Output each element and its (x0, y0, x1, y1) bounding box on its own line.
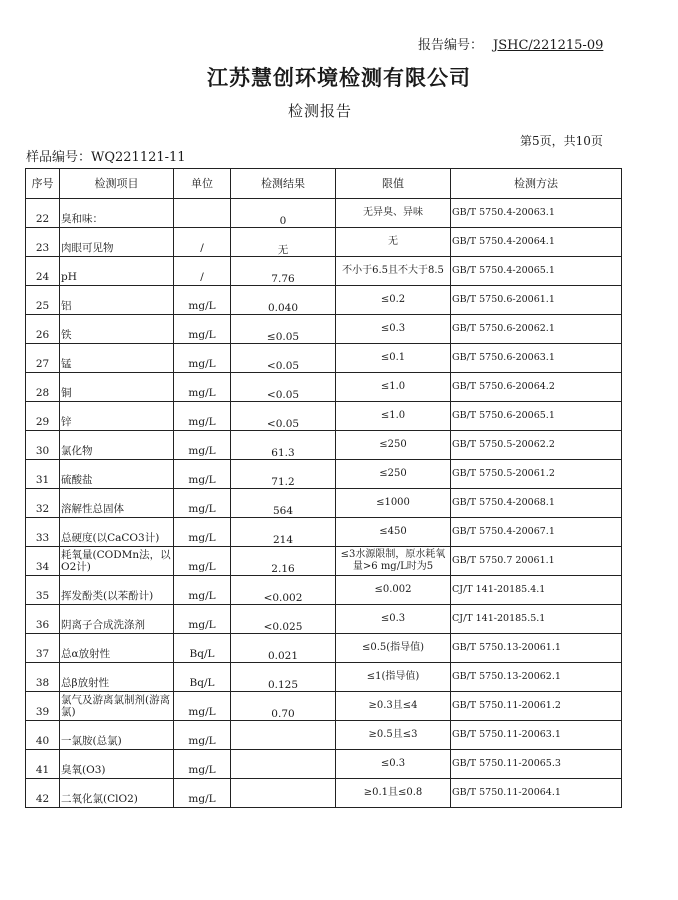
test-result: <0.05 (231, 373, 336, 402)
limit-value: ≤0.2 (336, 286, 451, 315)
test-method: CJ/T 141-20185.5.1 (451, 605, 622, 634)
table-row (26, 750, 622, 779)
test-method: GB/T 5750.11-20064.1 (451, 779, 622, 808)
unit: mg/L (174, 373, 231, 402)
table-row (26, 402, 622, 431)
table-row (26, 605, 622, 634)
row-number: 27 (26, 344, 60, 373)
limit-value: ≤1.0 (336, 402, 451, 431)
row-number: 38 (26, 663, 60, 692)
table-row (26, 257, 622, 286)
unit: mg/L (174, 460, 231, 489)
limit-value: ≤0.3 (336, 605, 451, 634)
test-result: 71.2 (231, 460, 336, 489)
test-result: 0.70 (231, 692, 336, 721)
unit: mg/L (174, 431, 231, 460)
test-method: GB/T 5750.4-20067.1 (451, 518, 622, 547)
test-result: 61.3 (231, 431, 336, 460)
limit-value: ≤0.1 (336, 344, 451, 373)
test-method: GB/T 5750.11-20061.2 (451, 692, 622, 721)
test-method: GB/T 5750.11-20065.3 (451, 750, 622, 779)
table-row (26, 576, 622, 605)
test-result: ≤0.05 (231, 315, 336, 344)
unit (174, 199, 231, 228)
test-method: GB/T 5750.6-20065.1 (451, 402, 622, 431)
row-number: 26 (26, 315, 60, 344)
test-item: 锰 (60, 344, 174, 373)
table-row (26, 663, 622, 692)
test-result (231, 750, 336, 779)
table-body (26, 199, 622, 808)
test-item: 总α放射性 (60, 634, 174, 663)
test-result: <0.05 (231, 344, 336, 373)
test-item: 氯化物 (60, 431, 174, 460)
test-method: GB/T 5750.4-20064.1 (451, 228, 622, 257)
unit: mg/L (174, 692, 231, 721)
test-result: 7.76 (231, 257, 336, 286)
test-result: 214 (231, 518, 336, 547)
test-item: 肉眼可见物 (60, 228, 174, 257)
limit-value: ≤3水源限制，原水耗氧量>6 mg/L时为5 (336, 547, 451, 576)
row-number: 31 (26, 460, 60, 489)
test-method: GB/T 5750.4-20063.1 (451, 199, 622, 228)
column-header-limit: 限值 (336, 169, 451, 199)
test-result (231, 779, 336, 808)
unit: mg/L (174, 721, 231, 750)
limit-value: ≤1(指导值) (336, 663, 451, 692)
limit-value: 无 (336, 228, 451, 257)
row-number: 25 (26, 286, 60, 315)
test-item: 臭和味： (60, 199, 174, 228)
test-item: 溶解性总固体 (60, 489, 174, 518)
row-number: 33 (26, 518, 60, 547)
test-item: 臭氧(O3) (60, 750, 174, 779)
unit: mg/L (174, 344, 231, 373)
limit-value: ≥0.5且≤3 (336, 721, 451, 750)
results-table (25, 168, 622, 808)
limit-value: ≤0.5(指导值) (336, 634, 451, 663)
row-number: 36 (26, 605, 60, 634)
test-method: GB/T 5750.11-20063.1 (451, 721, 622, 750)
unit: Bq/L (174, 634, 231, 663)
report-number-label: 报告编号： (418, 38, 484, 53)
report-number-value: JSHC/221215-09 (493, 38, 604, 53)
test-method: CJ/T 141-20185.4.1 (451, 576, 622, 605)
test-item: 铜 (60, 373, 174, 402)
test-result: 0.021 (231, 634, 336, 663)
unit: Bq/L (174, 663, 231, 692)
test-item: 二氧化氯(ClO2) (60, 779, 174, 808)
limit-value: ≤450 (336, 518, 451, 547)
table-row (26, 547, 622, 576)
test-method: GB/T 5750.13-20061.1 (451, 634, 622, 663)
limit-value: ≤0.002 (336, 576, 451, 605)
row-number: 39 (26, 692, 60, 721)
column-header-method: 检测方法 (451, 169, 622, 199)
test-result (231, 721, 336, 750)
test-item: 铝 (60, 286, 174, 315)
unit: mg/L (174, 576, 231, 605)
row-number: 29 (26, 402, 60, 431)
test-result: 0 (231, 199, 336, 228)
test-item: 硫酸盐 (60, 460, 174, 489)
table-row (26, 518, 622, 547)
unit: mg/L (174, 779, 231, 808)
test-result: <0.025 (231, 605, 336, 634)
row-number: 28 (26, 373, 60, 402)
test-result: <0.002 (231, 576, 336, 605)
column-header-unit: 单位 (174, 169, 231, 199)
table-row (26, 779, 622, 808)
test-item: 一氯胺(总氯) (60, 721, 174, 750)
sample-number: 样品编号：WQ221121-11 (26, 150, 186, 165)
row-number: 41 (26, 750, 60, 779)
table-row (26, 315, 622, 344)
test-item: 总硬度(以CaCO3计) (60, 518, 174, 547)
limit-value: ≤1000 (336, 489, 451, 518)
test-item: 总β放射性 (60, 663, 174, 692)
row-number: 42 (26, 779, 60, 808)
test-item: 锌 (60, 402, 174, 431)
column-header-item: 检测项目 (60, 169, 174, 199)
table-row (26, 692, 622, 721)
table-row (26, 460, 622, 489)
row-number: 37 (26, 634, 60, 663)
table-row (26, 721, 622, 750)
limit-value: ≤1.0 (336, 373, 451, 402)
test-method: GB/T 5750.13-20062.1 (451, 663, 622, 692)
test-item: 挥发酚类(以苯酚计) (60, 576, 174, 605)
test-method: GB/T 5750.5-20062.2 (451, 431, 622, 460)
test-result: <0.05 (231, 402, 336, 431)
table-row (26, 489, 622, 518)
unit: mg/L (174, 489, 231, 518)
test-item: 氯气及游离氯制剂(游离氯) (60, 692, 174, 721)
unit: mg/L (174, 547, 231, 576)
table-row (26, 373, 622, 402)
table-row (26, 228, 622, 257)
unit: mg/L (174, 518, 231, 547)
test-result: 无 (231, 228, 336, 257)
page-info: 第5页，共10页 (520, 134, 603, 148)
unit: / (174, 228, 231, 257)
column-header-result: 检测结果 (231, 169, 336, 199)
limit-value: ≤0.3 (336, 750, 451, 779)
test-item: 铁 (60, 315, 174, 344)
test-result: 0.125 (231, 663, 336, 692)
column-header-no: 序号 (26, 169, 60, 199)
unit: / (174, 257, 231, 286)
limit-value: 无异臭、异味 (336, 199, 451, 228)
test-item: pH (60, 257, 174, 286)
test-method: GB/T 5750.7 20061.1 (451, 547, 622, 576)
limit-value: ≤0.3 (336, 315, 451, 344)
test-method: GB/T 5750.6-20062.1 (451, 315, 622, 344)
table-header-row (26, 169, 622, 199)
row-number: 23 (26, 228, 60, 257)
unit: mg/L (174, 315, 231, 344)
test-method: GB/T 5750.6-20064.2 (451, 373, 622, 402)
row-number: 40 (26, 721, 60, 750)
row-number: 30 (26, 431, 60, 460)
test-result: 0.040 (231, 286, 336, 315)
test-method: GB/T 5750.6-20061.1 (451, 286, 622, 315)
row-number: 32 (26, 489, 60, 518)
test-item: 耗氧量(CODMn法，以O2计) (60, 547, 174, 576)
row-number: 34 (26, 547, 60, 576)
table-row (26, 286, 622, 315)
limit-value: ≥0.3且≤4 (336, 692, 451, 721)
unit: mg/L (174, 750, 231, 779)
test-method: GB/T 5750.4-20068.1 (451, 489, 622, 518)
unit: mg/L (174, 286, 231, 315)
limit-value: ≥0.1且≤0.8 (336, 779, 451, 808)
report-subtitle: 检测报告 (287, 102, 352, 120)
unit: mg/L (174, 605, 231, 634)
limit-value: 不小于6.5且不大于8.5 (336, 257, 451, 286)
test-item: 阴离子合成洗涤剂 (60, 605, 174, 634)
test-result: 2.16 (231, 547, 336, 576)
table-row (26, 199, 622, 228)
test-method: GB/T 5750.4-20065.1 (451, 257, 622, 286)
row-number: 35 (26, 576, 60, 605)
unit: mg/L (174, 402, 231, 431)
limit-value: ≤250 (336, 431, 451, 460)
row-number: 22 (26, 199, 60, 228)
table-row (26, 431, 622, 460)
test-result: 564 (231, 489, 336, 518)
report-number (418, 34, 603, 53)
row-number: 24 (26, 257, 60, 286)
test-method: GB/T 5750.6-20063.1 (451, 344, 622, 373)
company-name: 江苏慧创环境检测有限公司 (207, 66, 471, 90)
test-method: GB/T 5750.5-20061.2 (451, 460, 622, 489)
table-row (26, 344, 622, 373)
table-row (26, 634, 622, 663)
limit-value: ≤250 (336, 460, 451, 489)
